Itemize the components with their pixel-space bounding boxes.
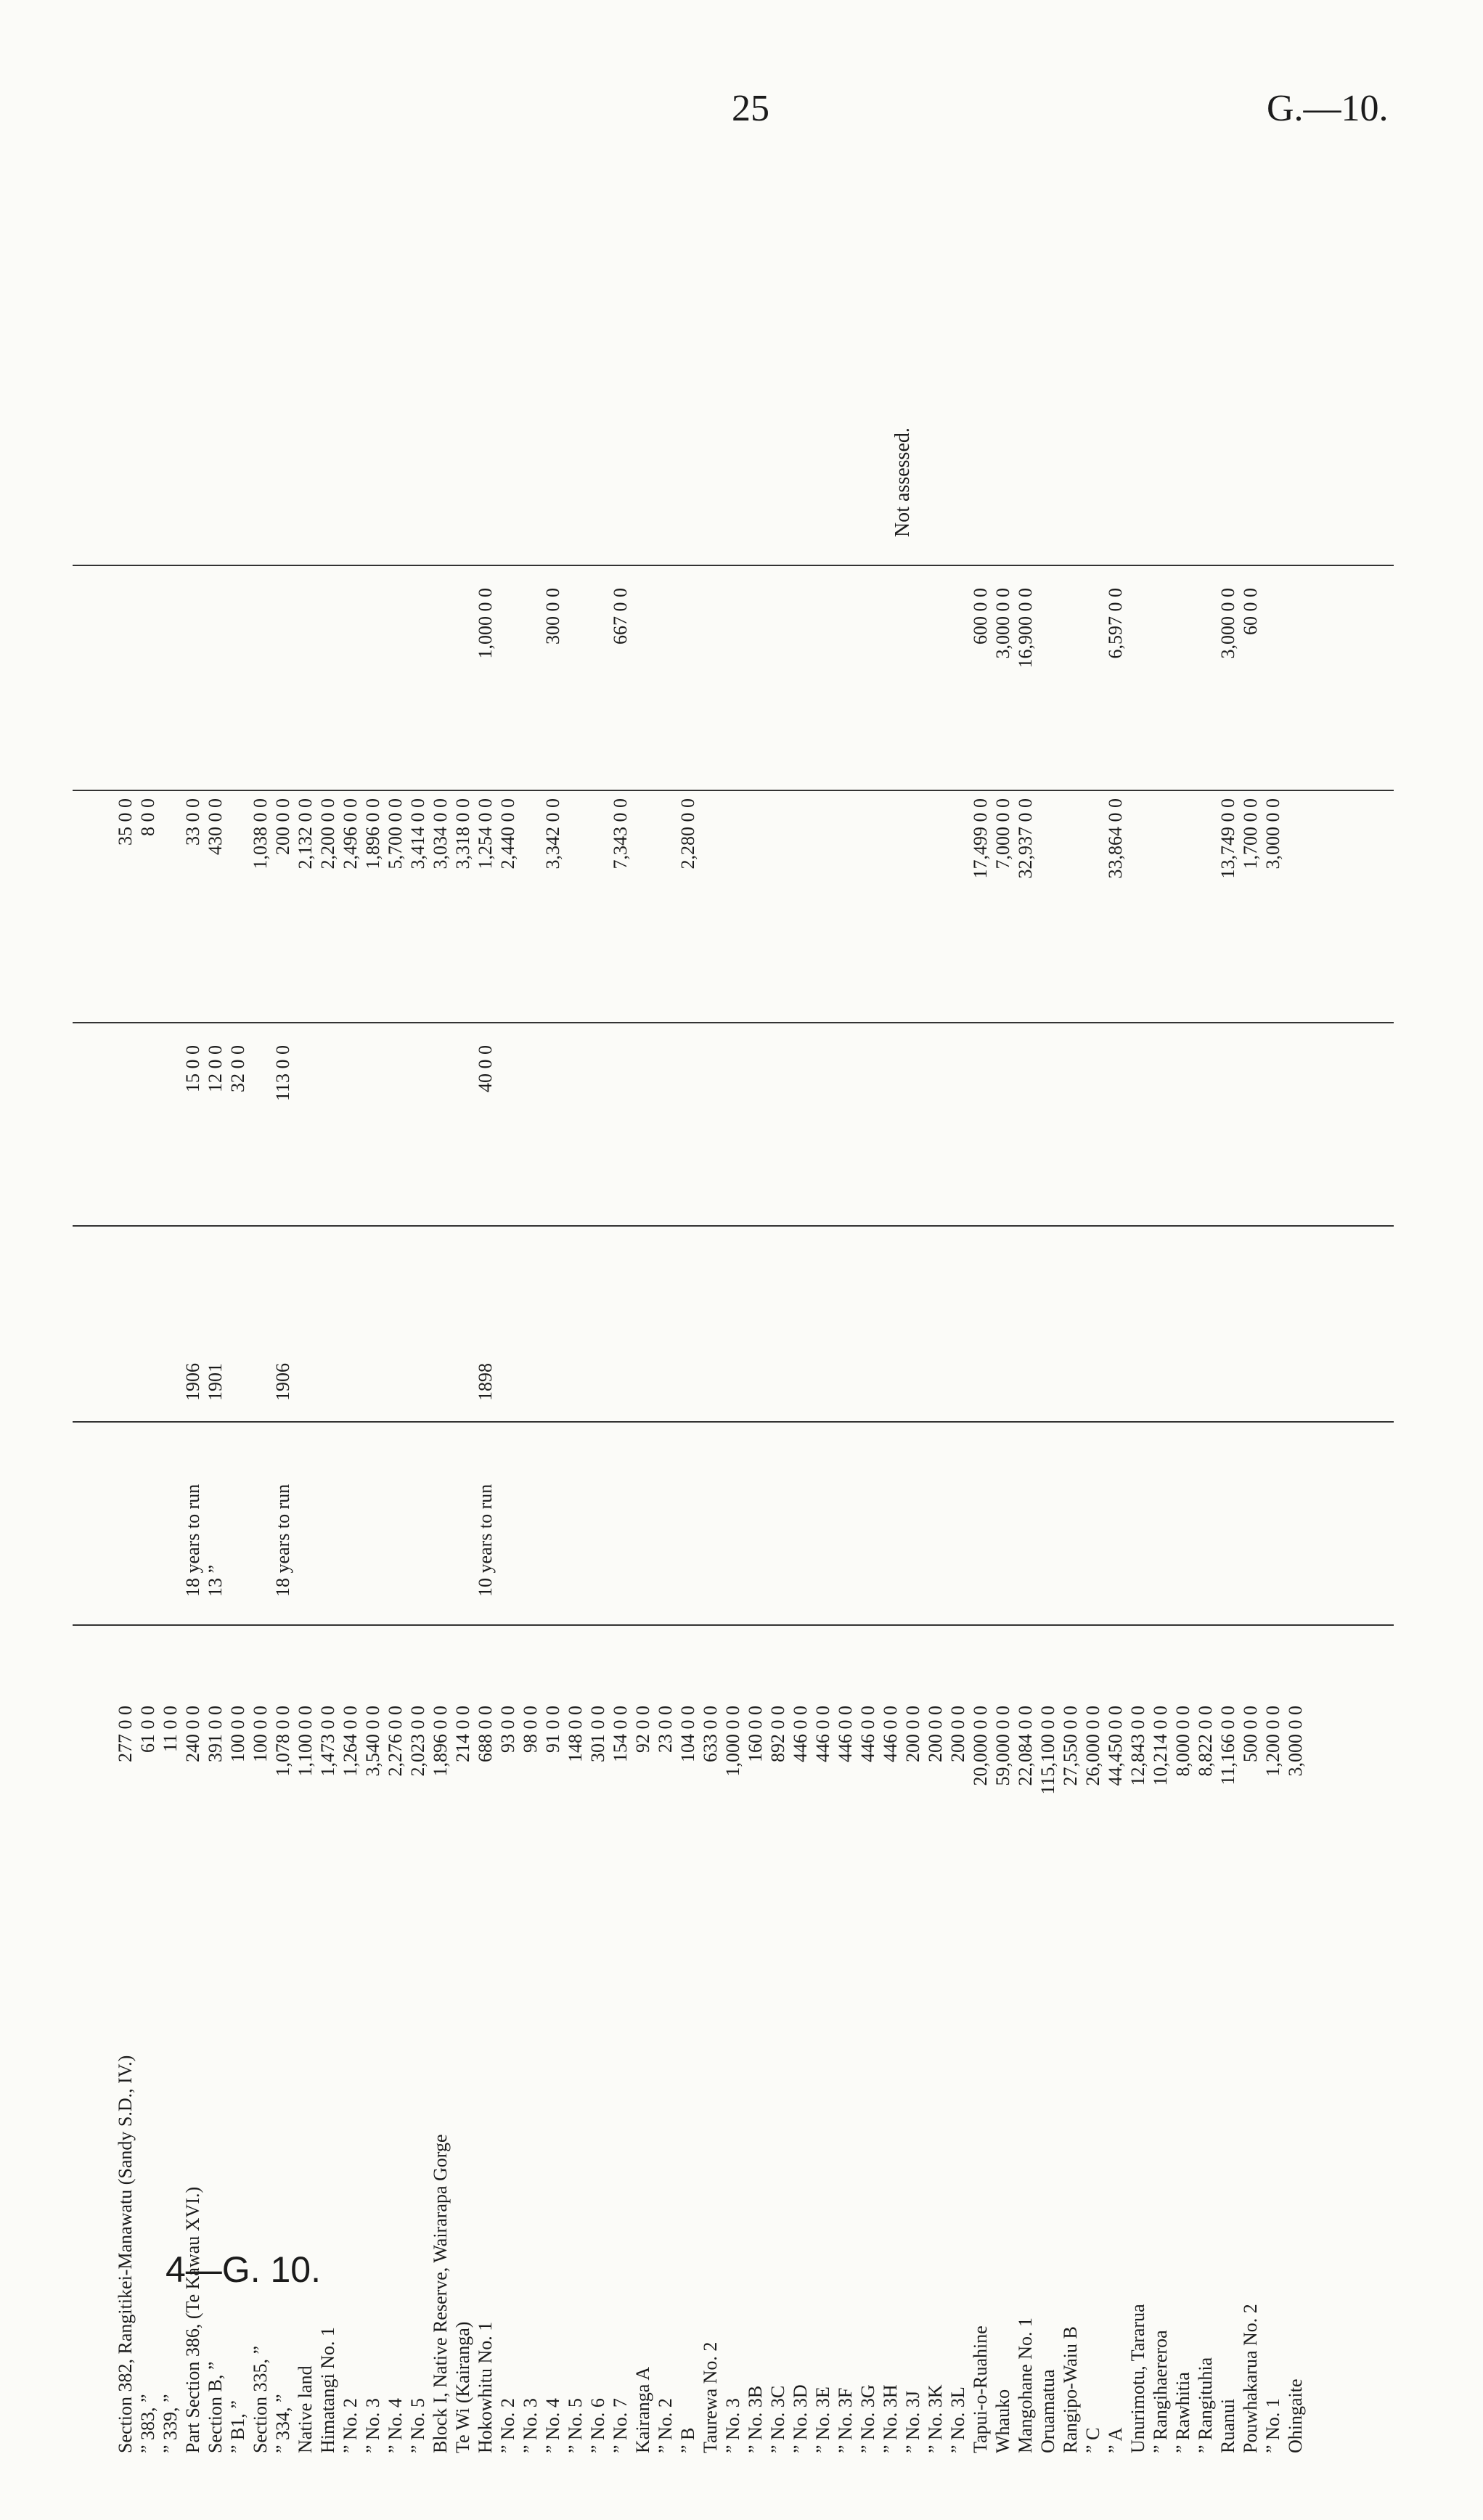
cell-name: ” No. 5 bbox=[407, 2398, 428, 2453]
cell-area: 61 0 0 bbox=[137, 1706, 158, 1753]
table-row bbox=[746, 465, 769, 2497]
cell-name: ” Rangihaereroa bbox=[1150, 2330, 1171, 2453]
cell-name: Hokowhitu No. 1 bbox=[475, 2321, 496, 2453]
cell-name: ” No. 3C bbox=[767, 2385, 788, 2453]
cell-area: 22,084 0 0 bbox=[1015, 1706, 1036, 1786]
table-row bbox=[409, 465, 431, 2497]
cell-area: 446 0 0 bbox=[880, 1706, 901, 1762]
cell-value: 33 0 0 bbox=[182, 798, 203, 846]
cell-value: 1,254 0 0 bbox=[475, 798, 496, 870]
cell-name: Kairanga A bbox=[632, 2366, 653, 2453]
cell-area: 100 0 0 bbox=[227, 1706, 248, 1762]
cell-name: Unurimotu, Tararua bbox=[1127, 2304, 1148, 2453]
cell-area: 12,843 0 0 bbox=[1127, 1706, 1148, 1786]
cell-area: 154 0 0 bbox=[610, 1706, 631, 1762]
cell-value: 35 0 0 bbox=[115, 798, 136, 846]
cell-area: 1,264 0 0 bbox=[340, 1706, 361, 1777]
cell-name: ” No. 3 bbox=[362, 2398, 383, 2453]
table-row bbox=[1129, 465, 1151, 2497]
cell-name: ” No. 2 bbox=[340, 2398, 361, 2453]
cell-value: 1,896 0 0 bbox=[362, 798, 383, 870]
cell-area: 92 0 0 bbox=[632, 1706, 653, 1753]
cell-value: 200 0 0 bbox=[272, 798, 293, 855]
table-row bbox=[701, 465, 724, 2497]
cell-value: 3,414 0 0 bbox=[407, 798, 428, 870]
table-row bbox=[296, 465, 319, 2497]
cell-improvements: 300 0 0 bbox=[542, 588, 563, 645]
cell-name: Te Wi (Kairanga) bbox=[452, 2321, 473, 2453]
table-row bbox=[251, 465, 274, 2497]
cell-year: 1898 bbox=[475, 1363, 496, 1401]
cell-name: ” A bbox=[1105, 2427, 1126, 2453]
cell-value: 13,749 0 0 bbox=[1217, 798, 1238, 879]
cell-name: ” No. 2 bbox=[655, 2398, 676, 2453]
cell-value: 7,000 0 0 bbox=[992, 798, 1013, 870]
cell-name: ” 383, ” bbox=[137, 2394, 158, 2453]
table-row bbox=[341, 465, 364, 2497]
cell-area: 3,000 0 0 bbox=[1285, 1706, 1306, 1777]
table-row bbox=[949, 465, 971, 2497]
cell-name: Section B, ” bbox=[205, 2361, 226, 2453]
cell-area: 633 0 0 bbox=[700, 1706, 721, 1762]
cell-value: 430 0 0 bbox=[205, 798, 226, 855]
cell-name: Whauko bbox=[992, 2389, 1013, 2453]
cell-term: 18 years to run bbox=[272, 1484, 293, 1597]
not-assessed-note: Not assessed. bbox=[891, 428, 914, 537]
cell-value: 33,864 0 0 bbox=[1105, 798, 1126, 879]
rotated-table bbox=[73, 428, 1394, 2497]
cell-name: ” No. 3E bbox=[812, 2386, 833, 2453]
cell-name: ” No. 4 bbox=[385, 2398, 406, 2453]
table-row bbox=[139, 465, 161, 2497]
cell-area: 1,473 0 0 bbox=[317, 1706, 338, 1777]
cell-area: 301 0 0 bbox=[587, 1706, 608, 1762]
cell-name: ” No. 3L bbox=[947, 2386, 968, 2453]
cell-area: 98 0 0 bbox=[520, 1706, 541, 1753]
table-row bbox=[1151, 465, 1174, 2497]
cell-improvements: 667 0 0 bbox=[610, 588, 631, 645]
cell-term: 10 years to run bbox=[475, 1484, 496, 1597]
cell-area: 44,450 0 0 bbox=[1105, 1706, 1126, 1786]
table-row bbox=[589, 465, 611, 2497]
table-row bbox=[431, 465, 454, 2497]
cell-improvements: 16,900 0 0 bbox=[1015, 588, 1036, 668]
cell-term: 18 years to run bbox=[182, 1484, 203, 1597]
cell-area: 214 0 0 bbox=[452, 1706, 473, 1762]
cell-area: 200 0 0 bbox=[925, 1706, 946, 1762]
table-row bbox=[184, 465, 206, 2497]
cell-name: Himatangi No. 1 bbox=[317, 2326, 338, 2453]
cell-year: 1906 bbox=[272, 1363, 293, 1401]
cell-name: ” No. 1 bbox=[1262, 2398, 1283, 2453]
page-number: 25 bbox=[732, 88, 769, 129]
cell-name: Ruanui bbox=[1217, 2398, 1238, 2453]
cell-area: 446 0 0 bbox=[835, 1706, 856, 1762]
cell-value: 3,318 0 0 bbox=[452, 798, 473, 870]
cell-name: ” No. 3B bbox=[745, 2385, 766, 2453]
table-row bbox=[499, 465, 521, 2497]
cell-name: Pouwhakarua No. 2 bbox=[1240, 2304, 1261, 2453]
cell-area: 8,000 0 0 bbox=[1172, 1706, 1193, 1777]
cell-area: 240 0 0 bbox=[182, 1706, 203, 1762]
cell-name: ” No. 3J bbox=[902, 2391, 923, 2453]
cell-area: 277 0 0 bbox=[115, 1706, 136, 1762]
table-row bbox=[971, 465, 994, 2497]
table-row bbox=[724, 465, 746, 2497]
table-row bbox=[1286, 465, 1309, 2497]
cell-name: ” C bbox=[1082, 2427, 1103, 2453]
table-row bbox=[1196, 465, 1219, 2497]
cell-area: 20,000 0 0 bbox=[970, 1706, 991, 1786]
cell-area: 446 0 0 bbox=[857, 1706, 878, 1762]
table-row bbox=[454, 465, 476, 2497]
table-row bbox=[656, 465, 679, 2497]
table-row bbox=[859, 465, 881, 2497]
table-row bbox=[1039, 465, 1061, 2497]
cell-rent: 15 0 0 bbox=[182, 1045, 203, 1092]
cell-name: ” Rawhitia bbox=[1172, 2372, 1193, 2453]
cell-rent: 12 0 0 bbox=[205, 1045, 226, 1092]
cell-area: 2,276 0 0 bbox=[385, 1706, 406, 1777]
table-row bbox=[229, 465, 251, 2497]
table-row bbox=[1016, 465, 1039, 2497]
cell-area: 1,078 0 0 bbox=[272, 1706, 293, 1777]
cell-area: 688 0 0 bbox=[475, 1706, 496, 1762]
cell-area: 3,540 0 0 bbox=[362, 1706, 383, 1777]
cell-area: 391 0 0 bbox=[205, 1706, 226, 1762]
table-row bbox=[386, 465, 409, 2497]
cell-area: 11,166 0 0 bbox=[1217, 1706, 1238, 1785]
cell-value: 3,000 0 0 bbox=[1262, 798, 1283, 870]
cell-rent: 113 0 0 bbox=[272, 1045, 293, 1102]
table-row bbox=[836, 465, 859, 2497]
cell-area: 446 0 0 bbox=[812, 1706, 833, 1762]
cell-area: 1,200 0 0 bbox=[1262, 1706, 1283, 1777]
cell-area: 148 0 0 bbox=[565, 1706, 586, 1762]
table-row bbox=[1174, 465, 1196, 2497]
cell-value: 1,038 0 0 bbox=[250, 798, 271, 870]
cell-name: Section 335, ” bbox=[250, 2345, 271, 2453]
cell-area: 100 0 0 bbox=[250, 1706, 271, 1762]
cell-area: 91 0 0 bbox=[542, 1706, 563, 1753]
printer-signature: 4—G. 10. bbox=[166, 2249, 321, 2290]
cell-name: Oruamatua bbox=[1037, 2369, 1058, 2453]
cell-year: 1906 bbox=[182, 1363, 203, 1401]
cell-name: ” 334, ” bbox=[272, 2394, 293, 2453]
cell-area: 446 0 0 bbox=[790, 1706, 811, 1762]
cell-value: 1,700 0 0 bbox=[1240, 798, 1261, 870]
table-row bbox=[566, 465, 589, 2497]
cell-rent: 40 0 0 bbox=[475, 1045, 496, 1092]
cell-improvements: 6,597 0 0 bbox=[1105, 588, 1126, 659]
cell-name: Taurewa No. 2 bbox=[700, 2341, 721, 2453]
cell-name: ” No. 3 bbox=[722, 2398, 743, 2453]
cell-area: 1,896 0 0 bbox=[430, 1706, 451, 1777]
table-row bbox=[521, 465, 544, 2497]
cell-value: 5,700 0 0 bbox=[385, 798, 406, 870]
cell-name: ” No. 5 bbox=[565, 2398, 586, 2453]
table-row bbox=[274, 465, 296, 2497]
cell-improvements: 600 0 0 bbox=[970, 588, 991, 645]
cell-name: Native land bbox=[295, 2365, 316, 2453]
table-row bbox=[1264, 465, 1286, 2497]
cell-value: 2,440 0 0 bbox=[497, 798, 518, 870]
cell-improvements: 60 0 0 bbox=[1240, 588, 1261, 635]
table-row bbox=[904, 465, 926, 2497]
cell-area: 200 0 0 bbox=[947, 1706, 968, 1762]
cell-name: ” No. 3F bbox=[835, 2387, 856, 2453]
cell-area: 11 0 0 bbox=[160, 1706, 181, 1753]
cell-value: 2,132 0 0 bbox=[295, 798, 316, 870]
cell-value: 3,034 0 0 bbox=[430, 798, 451, 870]
cell-improvements: 3,000 0 0 bbox=[1217, 588, 1238, 659]
table-row bbox=[1106, 465, 1129, 2497]
cell-name: ” No. 6 bbox=[587, 2398, 608, 2453]
cell-value: 2,496 0 0 bbox=[340, 798, 361, 870]
table-row bbox=[814, 465, 836, 2497]
cell-area: 200 0 0 bbox=[902, 1706, 923, 1762]
table-row bbox=[926, 465, 949, 2497]
cell-area: 26,000 0 0 bbox=[1082, 1706, 1103, 1786]
cell-area: 500 0 0 bbox=[1240, 1706, 1261, 1762]
document-reference: G.—10. bbox=[1267, 88, 1389, 129]
cell-value: 7,343 0 0 bbox=[610, 798, 631, 870]
cell-name: ” Rangituhia bbox=[1195, 2357, 1216, 2453]
table-row bbox=[116, 465, 139, 2497]
table-row bbox=[161, 465, 184, 2497]
cell-area: 1,100 0 0 bbox=[295, 1706, 316, 1777]
cell-area: 1,000 0 0 bbox=[722, 1706, 743, 1777]
cell-name: Section 382, Rangitikei-Manawatu (Sandy S.D., IV.) bbox=[115, 2055, 136, 2453]
cell-name: ” No. 3G bbox=[857, 2384, 878, 2453]
cell-area: 104 0 0 bbox=[677, 1706, 698, 1762]
table-row bbox=[881, 465, 904, 2497]
cell-value: 3,342 0 0 bbox=[542, 798, 563, 870]
cell-name: ” No. 3K bbox=[925, 2384, 946, 2453]
cell-name: Part Section 386, (Te Kawau XVI.) bbox=[182, 2186, 203, 2453]
table-row bbox=[319, 465, 341, 2497]
cell-improvements: 3,000 0 0 bbox=[992, 588, 1013, 659]
cell-value: 2,280 0 0 bbox=[677, 798, 698, 870]
cell-name: ” No. 3 bbox=[520, 2398, 541, 2453]
cell-value: 17,499 0 0 bbox=[970, 798, 991, 879]
cell-area: 892 0 0 bbox=[767, 1706, 788, 1762]
cell-name: ” No. 3D bbox=[790, 2384, 811, 2453]
table-row bbox=[476, 465, 499, 2497]
cell-value: 2,200 0 0 bbox=[317, 798, 338, 870]
table-row bbox=[1219, 465, 1241, 2497]
cell-area: 2,023 0 0 bbox=[407, 1706, 428, 1777]
cell-value: 8 0 0 bbox=[137, 798, 158, 836]
cell-area: 160 0 0 bbox=[745, 1706, 766, 1762]
table-row bbox=[611, 465, 634, 2497]
cell-name: ” No. 3H bbox=[880, 2384, 901, 2453]
cell-name: ” No. 4 bbox=[542, 2398, 563, 2453]
cell-rent: 32 0 0 bbox=[227, 1045, 248, 1092]
cell-name: Tapui-o-Ruahine bbox=[970, 2325, 991, 2453]
table-row bbox=[791, 465, 814, 2497]
cell-name: ” No. 2 bbox=[497, 2398, 518, 2453]
table-row bbox=[994, 465, 1016, 2497]
cell-area: 115,100 0 0 bbox=[1037, 1706, 1058, 1795]
table-row bbox=[544, 465, 566, 2497]
cell-name: Mangohane No. 1 bbox=[1015, 2317, 1036, 2453]
cell-area: 59,000 0 0 bbox=[992, 1706, 1013, 1786]
cell-area: 10,214 0 0 bbox=[1150, 1706, 1171, 1786]
table-row bbox=[1061, 465, 1084, 2497]
cell-term: 13 ” bbox=[205, 1564, 226, 1597]
table-row bbox=[364, 465, 386, 2497]
cell-area: 27,550 0 0 bbox=[1060, 1706, 1081, 1786]
cell-area: 23 0 0 bbox=[655, 1706, 676, 1753]
table-row bbox=[1084, 465, 1106, 2497]
table-row bbox=[634, 465, 656, 2497]
cell-value: 32,937 0 0 bbox=[1015, 798, 1036, 879]
cell-year: 1901 bbox=[205, 1363, 226, 1401]
cell-improvements: 1,000 0 0 bbox=[475, 588, 496, 659]
table-row bbox=[679, 465, 701, 2497]
cell-name: ” B1, ” bbox=[227, 2400, 248, 2453]
cell-name: Block I, Native Reserve, Wairarapa Gorge bbox=[430, 2134, 451, 2453]
cell-name: ” B bbox=[677, 2427, 698, 2453]
cell-area: 93 0 0 bbox=[497, 1706, 518, 1753]
cell-name: Rangipo-Waiu B bbox=[1060, 2326, 1081, 2453]
cell-name: ” No. 7 bbox=[610, 2398, 631, 2453]
cell-area: 8,822 0 0 bbox=[1195, 1706, 1216, 1777]
table-row bbox=[206, 465, 229, 2497]
cell-name: Ohingaite bbox=[1285, 2378, 1306, 2453]
cell-name: ” 339, ” bbox=[160, 2394, 181, 2453]
table-row bbox=[769, 465, 791, 2497]
table-row bbox=[1241, 465, 1264, 2497]
